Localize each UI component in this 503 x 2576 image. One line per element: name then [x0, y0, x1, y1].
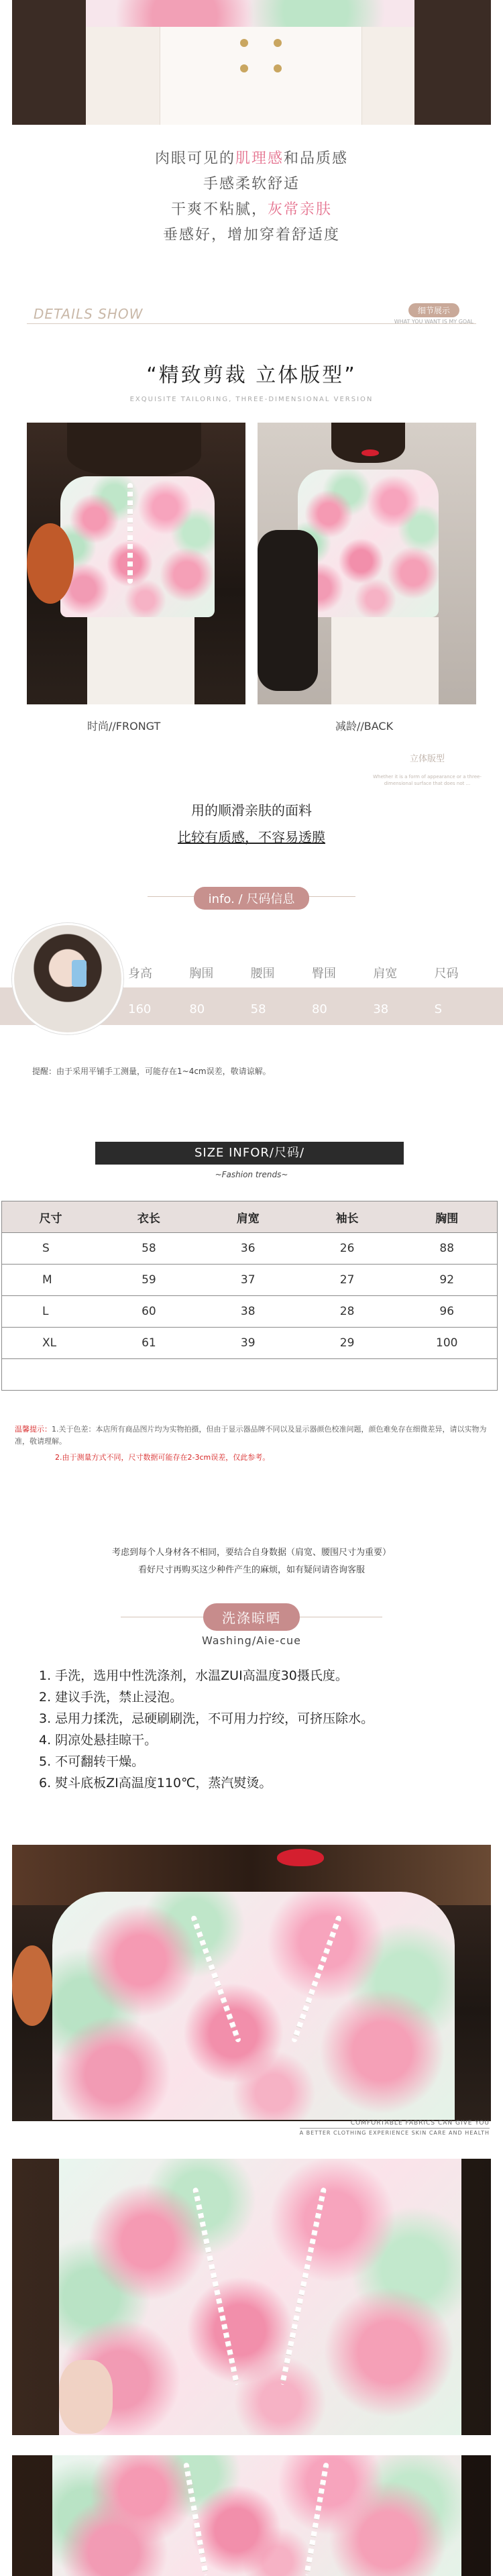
model-value: S: [434, 1002, 443, 1016]
list-item: 3. 忌用力揉洗，忌硬刷刷洗，不可用力拧绞，可挤压除水。: [39, 1711, 374, 1726]
model-header: 胸围: [189, 967, 214, 981]
measure-note: 提醒：由于采用平铺手工测量，可能存在1~4cm误差，敬请谅解。: [32, 1067, 271, 1076]
intro-line-1: 肉眼可见的肌理感和品质感: [154, 150, 349, 167]
details-subtitle: EXQUISITE TAILORING, THREE-DIMENSIONAL VERSION: [129, 396, 374, 403]
closeup-photo-1: [12, 1845, 491, 2121]
back-caption: 减龄//BACK: [335, 720, 394, 733]
model-avatar: [12, 923, 123, 1034]
list-item: 2. 建议手洗，禁止浸泡。: [39, 1690, 183, 1705]
size-header: 肩宽: [199, 1201, 298, 1233]
model-value: 160: [128, 1002, 152, 1016]
intro-line-4: 垂感好，增加穿着舒适度: [162, 227, 340, 244]
details-label: DETAILS SHOW: [34, 306, 144, 322]
model-value: 58: [250, 1002, 266, 1016]
table-row: XL 61 39 29 100: [2, 1328, 498, 1359]
washing-pill-row: [0, 1603, 503, 1631]
model-header: 腰围: [250, 967, 275, 981]
front-photo: [27, 423, 245, 704]
model-value: 80: [311, 1002, 327, 1016]
size-header: 衣长: [99, 1201, 199, 1233]
intro-line-2: 手感柔软舒适: [203, 176, 300, 193]
table-row: S 58 36 26 88: [2, 1233, 498, 1265]
model-header: 肩宽: [373, 967, 398, 981]
model-header: 臀围: [311, 967, 336, 981]
size-banner: SIZE INFOR/尺码/: [95, 1142, 404, 1165]
warm-tip-text-1: 1.关于色差：本店所有商品图片均为实物拍摄，但由于显示器品牌不同以及显示器颜色校准问题，颜色难免存在细微差异，请以实物为准，敬请理解。: [15, 1425, 487, 1446]
fabric-line-2: 比较有质感，不容易透膜: [178, 829, 325, 845]
list-item: 1. 手洗，选用中性洗涤剂，水温ZUI高温度30摄氏度。: [39, 1668, 348, 1683]
info-pill: info. / 尺码信息: [194, 887, 310, 910]
warm-tip-text-2: 2.由于测量方式不同，尺寸数据可能存在2-3cm误差，仅此参考。: [55, 1453, 270, 1462]
intro-line-3: 干爽不粘腻，灰常亲肤: [170, 201, 333, 218]
details-badge: 细节展示 WHAT YOU WANT IS MY GOAL: [394, 303, 473, 325]
size-banner-sub: ~Fashion trends~: [215, 1170, 288, 1179]
warm-tip: [15, 1424, 488, 1464]
model-info-block: [0, 923, 503, 1037]
intro-text-block: [0, 146, 503, 248]
table-row-empty: [2, 1359, 498, 1391]
front-caption: 时尚//FRONGT: [87, 720, 161, 733]
back-photo: [258, 423, 476, 704]
size-advice: 考虑到每个人身材各不相同，要结合自身数据（肩宽、腰围尺寸为重要） 看好尺寸再购买这少种件产生的麻烦，如有疑问请咨询客服: [111, 1548, 391, 1575]
model-header: 身高: [128, 967, 152, 981]
washing-list: [39, 1665, 374, 1794]
details-title: “精致剪裁 立体版型”: [146, 364, 357, 387]
table-row: L 60 38 28 96: [2, 1296, 498, 1328]
right-note: 立体版型 Whether it is a form of appearance or a three-dimensional surface that does not ...: [373, 754, 482, 786]
list-item: 5. 不可翻转干燥。: [39, 1754, 145, 1769]
size-table: [1, 1201, 498, 1391]
warm-tip-label: 温馨提示：: [15, 1425, 52, 1434]
size-header: 尺寸: [2, 1201, 100, 1233]
size-header: 袖长: [298, 1201, 397, 1233]
fabric-line-1: 用的顺滑亲肤的面料: [191, 802, 312, 818]
closeup-photo-2: [12, 2159, 491, 2435]
photo-caption: COMFORTABLE FABRICS CAN GIVE YOU A BETTER CLOTHING EXPERIENCE SKIN CARE AND HEALTH: [299, 2120, 490, 2136]
size-header: 胸围: [396, 1201, 497, 1233]
model-header: 尺码: [434, 967, 459, 981]
table-row: M 59 37 27 92: [2, 1265, 498, 1296]
info-pill-row: [0, 887, 503, 910]
washing-pill: 洗涤晾晒: [203, 1603, 300, 1631]
details-header: [27, 303, 476, 330]
model-value: 38: [373, 1002, 389, 1016]
closeup-photo-3: [12, 2455, 491, 2576]
washing-sub: Washing/Aie-cue: [202, 1634, 301, 1647]
list-item: 6. 熨斗底板ZI高温度110℃，蒸汽熨烫。: [39, 1776, 272, 1790]
model-info-table: [127, 955, 495, 1028]
model-value: 80: [189, 1002, 205, 1016]
list-item: 4. 阴凉处悬挂晾干。: [39, 1733, 158, 1748]
top-product-photo: [12, 0, 491, 125]
